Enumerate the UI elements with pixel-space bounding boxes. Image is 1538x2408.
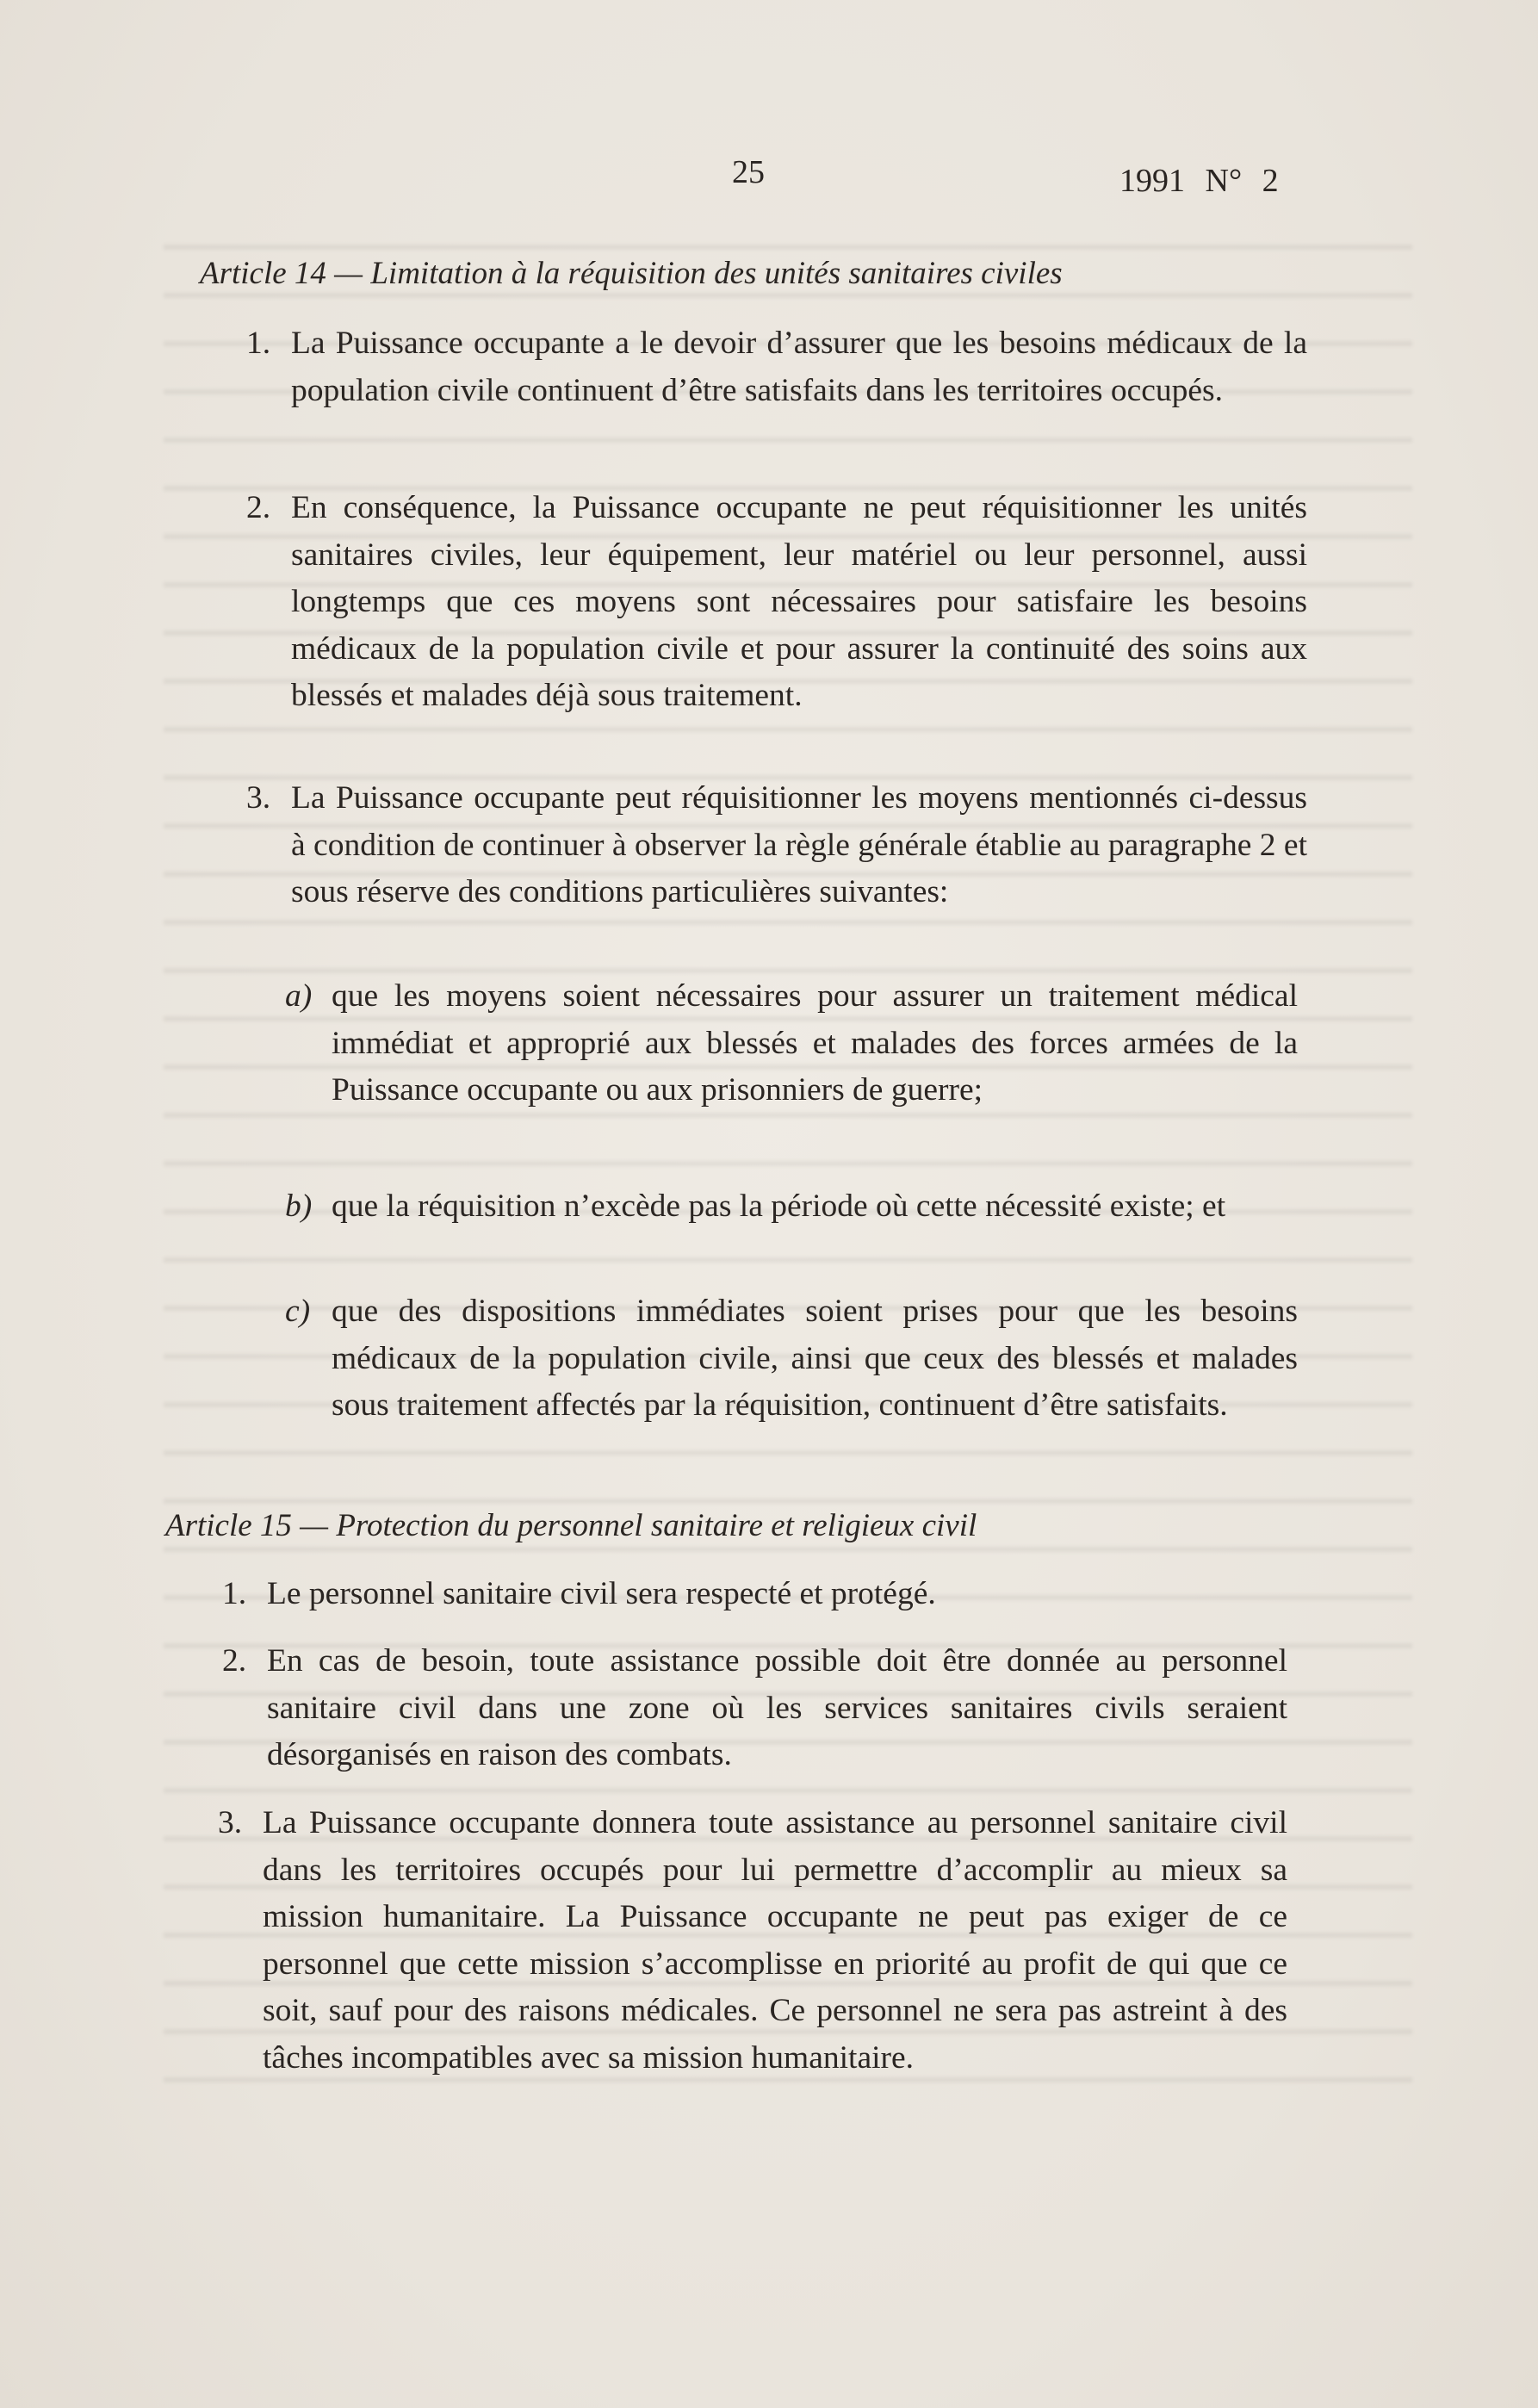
paragraph-number: 3. [246, 780, 271, 816]
paragraph-number: 1. [246, 326, 271, 361]
paragraph-text: La Puissance occupante a le devoir d’assurer que les besoins médicaux de la population civile continuent d’être satisfaits dans les territoires occupés. [291, 326, 1307, 408]
article-14-paragraph-1 [246, 320, 1307, 414]
paragraph-number: 1. [222, 1576, 247, 1611]
article-15-paragraph-1 [222, 1571, 1287, 1618]
page-header [0, 153, 1538, 205]
article-14-title: Article 14 — Limitation à la réquisition des unités sanitaires civiles [200, 256, 1063, 291]
paragraph-text: La Puissance occupante donnera toute assistance au personnel sanitaire civil dans les territoires occupés pour lui permettre d’accomplir au mieux sa mission humanitaire. La Puissance occupante ne peut pas exiger de ce personnel que cette mission s’accomplisse en priorité au profit de qui que ce soit, sauf pour des raisons médicales. Ce personnel ne sera pas astreint à des tâches incompatibles avec sa mission humanitaire. [263, 1805, 1287, 2076]
article-15-paragraph-2 [222, 1638, 1287, 1779]
page-number: 25 [732, 154, 765, 190]
condition-letter: a) [285, 978, 313, 1014]
article-14-paragraph-2 [246, 485, 1307, 720]
article-15-title: Article 15 — Protection du personnel sanitaire et religieux civil [165, 1508, 977, 1543]
paragraph-number: 2. [222, 1643, 247, 1679]
paragraph-text: En conséquence, la Puissance occupante ne peut réquisitionner les unités sanitaires civiles, leur équipement, leur matériel ou leur personnel, aussi longtemps que ces moyens sont nécessaires pour satisfaire les besoins médicaux de la population civile et pour assurer la continuité des soins aux blessés et malades déjà sous traitement. [291, 490, 1307, 713]
condition-text: que la réquisition n’excède pas la période où cette nécessité existe; et [332, 1188, 1226, 1224]
paragraph-text: La Puissance occupante peut réquisitionner les moyens mentionnés ci-dessus à condition de continuer à observer la règle générale établie au paragraphe 2 et sous réserve des conditions particulières suivantes: [291, 780, 1307, 909]
article-14-condition-b [285, 1183, 1298, 1231]
paragraph-text: Le personnel sanitaire civil sera respecté et protégé. [267, 1576, 936, 1611]
article-14-paragraph-3 [246, 775, 1307, 916]
condition-letter: b) [285, 1188, 313, 1224]
article-15-paragraph-3 [218, 1800, 1287, 2082]
condition-letter: c) [285, 1294, 311, 1329]
article-14-condition-c [285, 1288, 1298, 1430]
gazette-issue: 1991 N° 2 [1119, 163, 1279, 199]
paragraph-number: 3. [218, 1805, 243, 1840]
paragraph-text: En cas de besoin, toute assistance possible doit être donnée au personnel sanitaire civil dans une zone où les services sanitaires civils seraient désorganisés en raison des combats. [267, 1643, 1287, 1772]
article-14-condition-a [285, 973, 1298, 1114]
condition-text: que les moyens soient nécessaires pour assurer un traitement médical immédiat et approprié aux blessés et malades des forces armées de la Puissance occupante ou aux prisonniers de guerre; [332, 978, 1298, 1108]
paragraph-number: 2. [246, 490, 271, 525]
condition-text: que des dispositions immédiates soient prises pour que les besoins médicaux de la population civile, ainsi que ceux des blessés et malades sous traitement affectés par la réquisition, continuent d’être satisfaits. [332, 1294, 1298, 1423]
